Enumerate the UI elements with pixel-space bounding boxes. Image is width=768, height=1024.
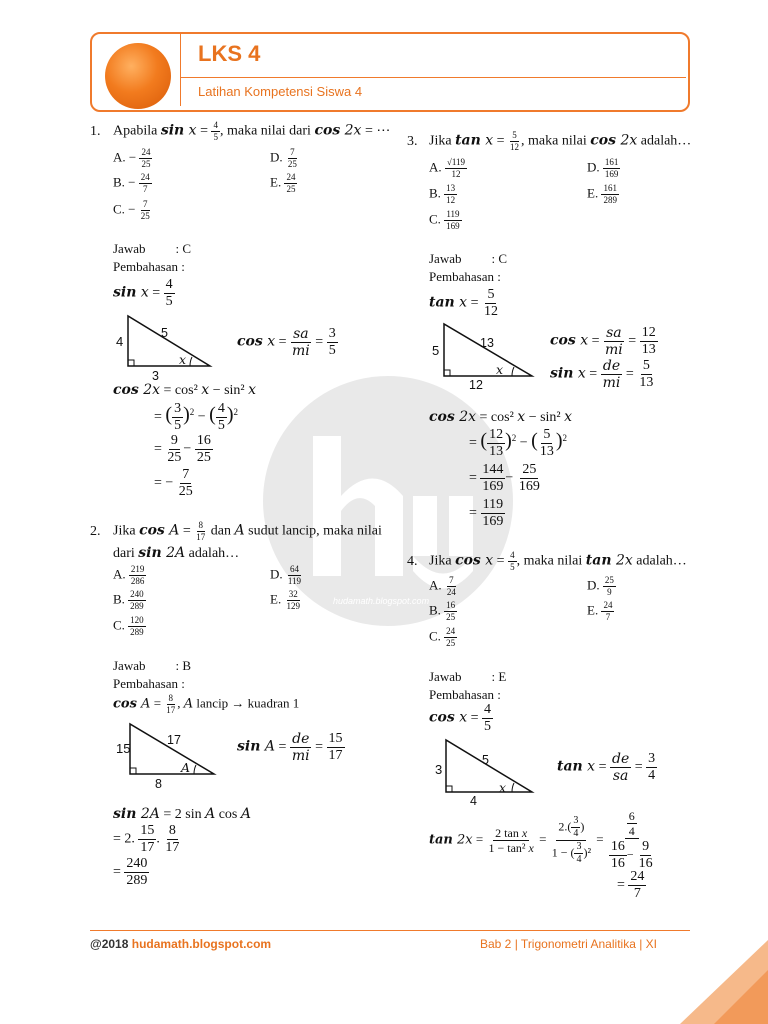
footer-chapter: Bab 2 | Trigonometri Analitika | XI <box>480 937 657 951</box>
q4-number: 4. <box>407 554 418 569</box>
q2-given: cos A = $\frac{8}{17}$ , A lancip → kuadran 1 <box>113 693 300 715</box>
q2-sin-ratio: sin A = $\frac{de}{mi}$ = $\frac{15}{17}$ <box>237 731 343 764</box>
q2-tri-side-a: 15 <box>116 741 131 756</box>
q1-number: 1. <box>90 124 101 139</box>
q2-step3: = $\frac{240}{289}$ <box>113 856 148 888</box>
q1-opt-a: A. − $\frac{24}{25}$ <box>113 147 151 169</box>
q2-step1: sin 2A = 2 sin A cos A <box>113 806 252 822</box>
page-title: LKS 4 <box>198 41 261 66</box>
q3-opt-a: A. $\frac{√119}{12}$ <box>429 157 465 179</box>
header-logo-circle <box>105 43 171 109</box>
q3-step2: = ( $\frac{12}{13}$ )$^2$ − ( $\frac{5}{13}$ )$^2$ <box>469 427 567 459</box>
q4-opt-c: C. $\frac{24}{25}$ <box>429 626 456 648</box>
q3-opt-c: C. $\frac{119}{169}$ <box>429 209 460 231</box>
q1-given: sin x = $\frac{4}{5}$ <box>113 277 173 309</box>
q1-pembahasan: Pembahasan : <box>113 259 185 274</box>
q4-tan-ratio: tan x = $\frac{de}{sa}$ = $\frac{3}{4}$ <box>557 751 656 784</box>
q2-stem-line1: Jika cos A = $\frac{8}{17}$ dan A sudut lancip, maka nilai <box>113 520 382 542</box>
q4-opt-b: B. $\frac{16}{25}$ <box>429 600 456 622</box>
q3-given: tan x = $\frac{5}{12}$ <box>429 287 498 319</box>
q3-opt-d: D. $\frac{161}{169}$ <box>587 157 619 179</box>
q2-tri-side-b: 8 <box>155 777 162 791</box>
q4-opt-d: D. $\frac{25}{9}$ <box>587 575 614 597</box>
q3-tri-angle: x <box>496 362 504 377</box>
q1-step4: = − $\frac{7}{25}$ <box>154 467 193 499</box>
q4-given: cos x = $\frac{4}{5}$ <box>429 702 492 734</box>
page-subtitle: Latihan Kompetensi Siswa 4 <box>198 84 363 99</box>
q2-number: 2. <box>90 524 101 539</box>
header-rule <box>181 77 686 78</box>
q3-pembahasan: Pembahasan : <box>429 269 501 284</box>
footer-rule <box>90 930 690 931</box>
q1-stem: Apabila sin x = $\frac{4}{5}$ , maka nilai dari cos 2x = ⋯ <box>113 120 391 142</box>
q3-cos-ratio: cos x = $\frac{sa}{mi}$ = $\frac{12}{13}$ <box>550 325 656 358</box>
q4-opt-e: E. $\frac{24}{7}$ <box>587 600 613 622</box>
q1-tri-angle: x <box>179 352 187 367</box>
q2-stem-line2: dari sin 2A adalah… <box>113 545 240 561</box>
q4-opt-a: A. $\frac{7}{24}$ <box>429 575 456 597</box>
q1-opt-e: E. $\frac{24}{25}$ <box>270 172 296 194</box>
q1-tri-side-c: 5 <box>161 326 168 340</box>
q4-tri-angle: x <box>499 780 507 795</box>
q2-step2: = 2. $\frac{15}{17}$ . $\frac{8}{17}$ <box>113 823 180 855</box>
q3-tri-side-b: 12 <box>469 378 483 392</box>
q4-step1: tan 2x = $\frac{\text{2 tan x}}{\text{1 − tan² x}}$ = 2.( $\frac{3}{4}$ ) 1 − ( $\frac{3}{4}$ )² = $\frac{6}{4}$ $\frac{16}{16}$ − $\frac{9}{16}$ <box>429 809 653 871</box>
q1-tri-side-b: 3 <box>152 369 159 383</box>
q2-jawab: Jawab : B <box>113 658 192 673</box>
q2-pembahasan: Pembahasan : <box>113 676 185 691</box>
q1-jawab: Jawab : C <box>113 241 192 256</box>
q3-step4: = $\frac{119}{169}$ <box>469 497 504 529</box>
q2-tri-side-c: 17 <box>167 733 181 747</box>
q1-tri-side-a: 4 <box>116 334 124 349</box>
q3-number: 3. <box>407 134 418 149</box>
q1-step1: cos 2x = cos² x − sin² x <box>113 382 257 398</box>
q2-opt-c: C. $\frac{120}{289}$ <box>113 615 144 637</box>
q1-opt-d: D. $\frac{7}{25}$ <box>270 147 297 169</box>
q3-step1: cos 2x = cos² x − sin² x <box>429 409 573 425</box>
footer-site-link[interactable]: hudamath.blogspot.com <box>131 937 272 951</box>
q2-opt-a: A. $\frac{219}{286}$ <box>113 564 145 586</box>
footer-copyright: @2018 hudamath.blogspot.com <box>90 937 272 951</box>
q3-tri-side-a: 5 <box>432 343 440 358</box>
q2-tri-angle: A <box>181 760 191 775</box>
watermark-text: hudamath.blogspot.com <box>333 596 430 606</box>
q4-stem: Jika cos x = $\frac{4}{5}$ , maka nilai tan 2x adalah… <box>429 550 687 572</box>
q1-opt-b: B. − $\frac{24}{7}$ <box>113 172 150 194</box>
q4-step2: = $\frac{24}{7}$ <box>617 869 645 901</box>
corner-decoration <box>680 940 768 1024</box>
q4-triangle <box>430 736 540 798</box>
q4-tri-side-a: 3 <box>435 762 443 777</box>
q3-step3: = $\frac{144}{169}$ − $\frac{25}{169}$ <box>469 462 540 494</box>
q3-triangle <box>428 320 538 382</box>
q3-opt-e: E. $\frac{161}{289}$ <box>587 183 617 205</box>
q2-opt-b: B. $\frac{240}{289}$ <box>113 589 144 611</box>
q4-tri-side-b: 4 <box>470 794 477 808</box>
q3-stem: Jika tan x = $\frac{5}{12}$ , maka nilai cos 2x adalah… <box>429 130 692 152</box>
q1-step3: = $\frac{9}{25}$ − $\frac{16}{25}$ <box>154 433 211 465</box>
q2-opt-e: E. $\frac{32}{129}$ <box>270 589 300 611</box>
q1-step2: = ( $\frac{3}{5}$ )$^2$ − ( $\frac{4}{5}$ )$^2$ <box>154 401 238 433</box>
q1-cos-ratio: cos x = $\frac{sa}{mi}$ = $\frac{3}{5}$ <box>237 326 336 359</box>
q1-opt-c: C. − $\frac{7}{25}$ <box>113 199 150 221</box>
header-divider <box>180 34 181 106</box>
q4-jawab: Jawab : E <box>429 669 507 684</box>
q3-tri-side-c: 13 <box>480 336 494 350</box>
q2-opt-d: D. $\frac{64}{119}$ <box>270 564 302 586</box>
q4-pembahasan: Pembahasan : <box>429 687 501 702</box>
q3-sin-ratio: sin x = $\frac{de}{mi}$ = $\frac{5}{13}$ <box>550 358 654 391</box>
q4-tri-side-c: 5 <box>482 753 489 767</box>
q1-triangle <box>110 310 220 382</box>
q3-jawab: Jawab : C <box>429 251 508 266</box>
q3-opt-b: B. $\frac{13}{12}$ <box>429 183 456 205</box>
